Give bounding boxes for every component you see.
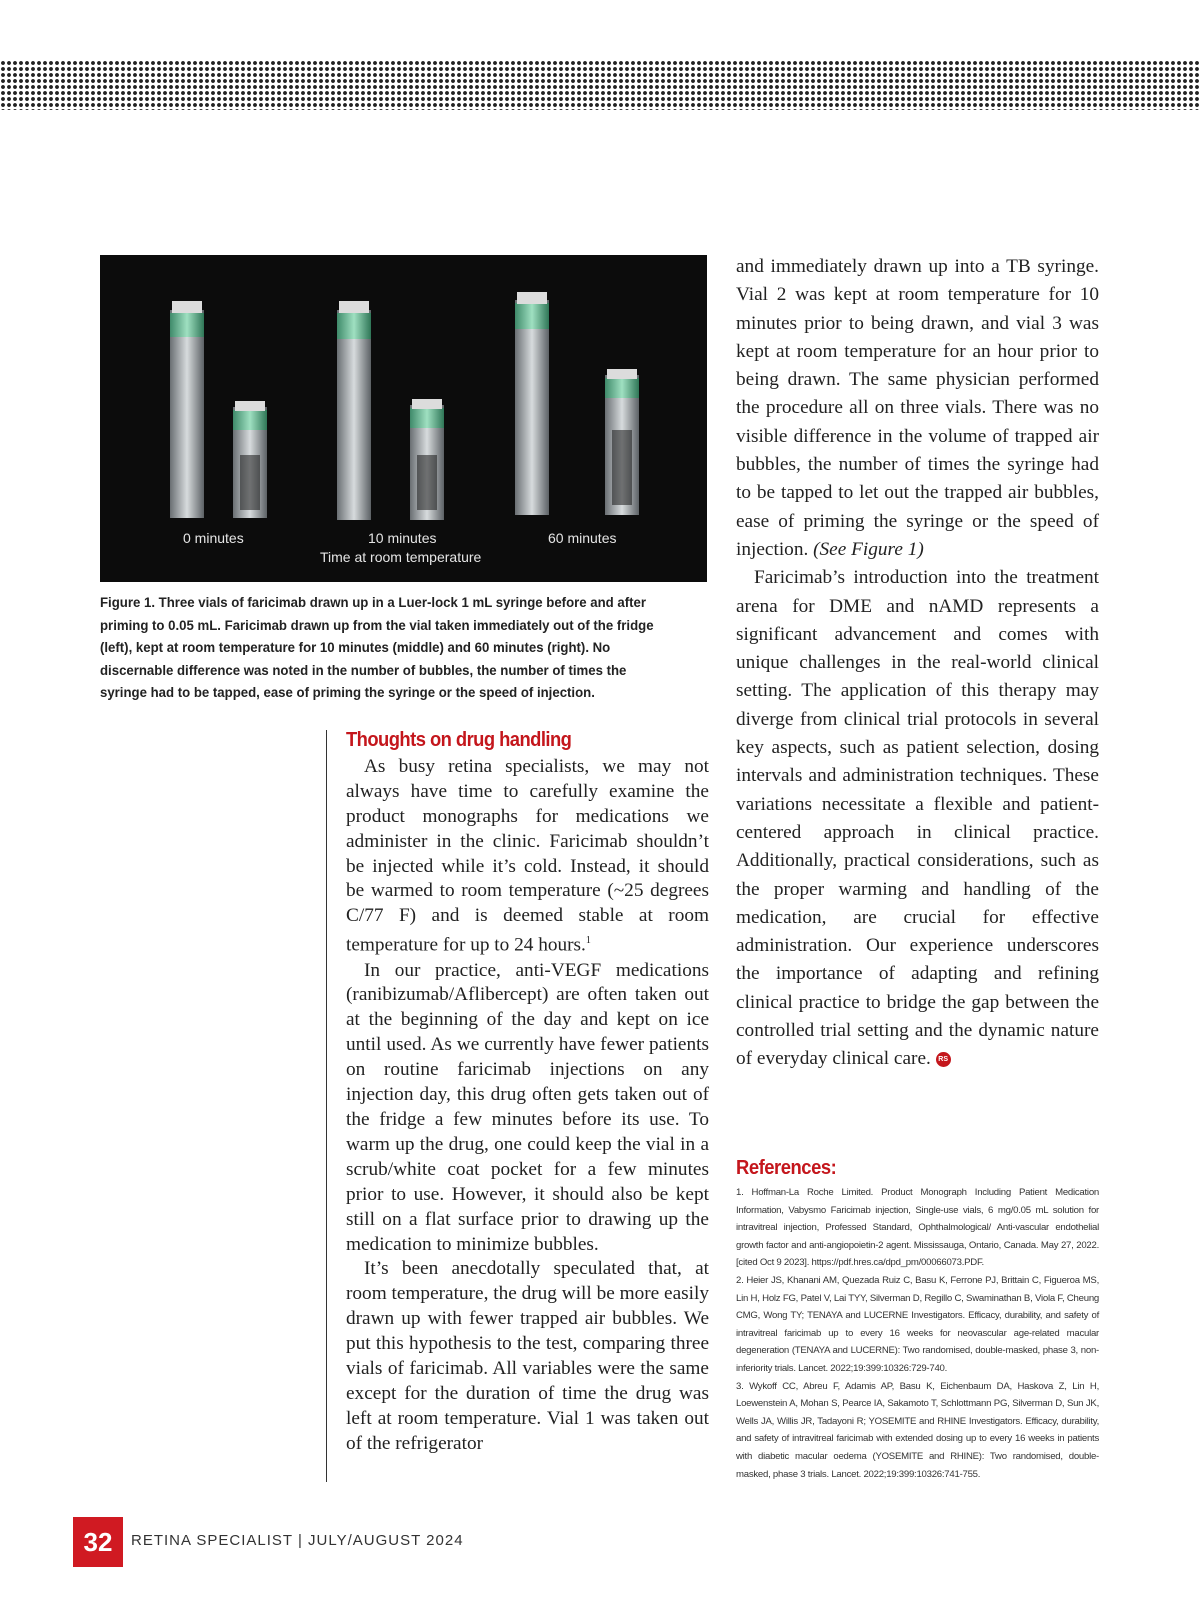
figure-label-0min: 0 minutes <box>183 530 244 546</box>
paragraph: and immediately drawn up into a TB syringe. Vial 2 was kept at room temperature for 10 minutes prior to being drawn, and vial 3 was kept at room temperature for an hour prior to being drawn. The same physician performed the procedure all on three vials. There was no visible difference in the volume of trapped air bubbles, the number of times the syringe had to be tapped to let out the trapped air bubbles, ease of priming the syringe or the speed of injection. (See Figure 1) <box>736 256 1099 560</box>
figure-caption: Figure 1. Three vials of faricimab drawn up in a Luer-lock 1 mL syringe before and after priming to 0.05 mL. Faricimab drawn up from the vial taken immediately out of the fridge (left), kept at room temperature for 10 minutes (middle) and 60 minutes (right). No discernable difference was noted in the number of bubbles, the number of times the syringe had to be tapped, ease of priming the syringe or the speed of injection. <box>100 595 654 701</box>
article-column-1 <box>346 728 709 1457</box>
article-column-2 <box>736 253 1099 1074</box>
footer-publication: RETINA SPECIALIST | JULY/AUGUST 2024 <box>131 1532 464 1549</box>
paragraph: Faricimab’s introduction into the treatment arena for DME and nAMD represents a significant advancement and comes with unique challenges in the real-world clinical setting. The application of this therapy may diverge from clinical trial protocols in several key aspects, such as patient selection, dosing intervals and administration techniques. These variations necessitate a flexible and patient-centered approach in clinical practice. Additionally, practical considerations, such as the proper warming and handling of the medication, are crucial for effective administration. Our experience underscores the importance of adapting and refining clinical practice to bridge the gap between the controlled trial setting and the dynamic nature of everyday clinical care. RS <box>736 567 1099 1070</box>
dotted-header-band <box>0 60 1200 110</box>
syringe-group-0min <box>170 301 267 518</box>
footnote-marker: 1 <box>585 935 591 947</box>
syringe-group-60min <box>515 292 639 515</box>
references-section <box>736 1157 1099 1483</box>
reference-item: 1. Hoffman-La Roche Limited. Product Monograph Including Patient Medication Information, Vabysmo Faricimab injection, Single-use vials, 6 mg/0.05 mL solution for intravitreal injection, Professed Standard, Ophthalmological/ Anti-vascular endothelial growth factor and anti-angiopoietin-2 agent. Mississauga, Ontario, Canada. May 27, 2022. [cited Oct 9 2023]. https://pdf.hres.ca/dpd_pm/00066073.PDF. <box>736 1187 1099 1269</box>
figure-1-photo <box>100 255 707 582</box>
rs-end-mark-icon: RS <box>936 1052 951 1067</box>
paragraph: It’s been anecdotally speculated that, at room temperature, the drug will be more easily drawn up with fewer trapped air bubbles. We put this hypothesis to the test, comparing three vials of faricimab. All variables were the same except for the duration of time the drug was left at room temperature. Vial 1 was taken out of the refrigerator <box>346 1258 710 1454</box>
reference-item: 2. Heier JS, Khanani AM, Quezada Ruiz C, Basu K, Ferrone PJ, Brittain C, Figueroa MS, Lin H, Holz FG, Patel V, Lai TYY, Silverman D, Regillo C, Swaminathan B, Viola F, Cheung CMG, Wong TY; TENAYA and LUCERNE Investigators. Efficacy, durability, and safety of intravitreal faricimab up to every 16 weeks for neovascular age-related macular degeneration (TENAYA and LUCERNE): Two randomised, double-masked, phase 3, non-inferiority trials. Lancet. 2022;19:399:10326:729-740. <box>736 1274 1099 1374</box>
references-heading: References: <box>736 1157 837 1179</box>
syringe-group-10min <box>337 301 444 520</box>
figure-label-60min: 60 minutes <box>548 530 617 546</box>
column-divider <box>326 730 327 1482</box>
paragraph: As busy retina specialists, we may not always have time to carefully examine the product monographs for medications we administer in the clinic. Faricimab shouldn’t be injected while it’s cold. Instead, it should be warmed to room temperature (~25 degrees C/77 F) and is deemed stable at room temperature for up to 24 hours.$^1$ <box>346 755 709 956</box>
section-heading: Thoughts on drug handling <box>346 729 572 751</box>
figure-reference: (See Figure 1) <box>813 538 924 560</box>
figure-label-10min: 10 minutes <box>368 530 437 546</box>
reference-item: 3. Wykoff CC, Abreu F, Adamis AP, Basu K, Eichenbaum DA, Haskova Z, Lin H, Loewenstein A, Mohan S, Pearce IA, Sakamoto T, Schlottmann PG, Silverman D, Sun JK, Wells JA, Willis JR, Tadayoni R; YOSEMITE and RHINE Investigators. Efficacy, durability, and safety of intravitreal faricimab with extended dosing up to every 16 weeks in patients with diabetic macular oedema (YOSEMITE and RHINE): Two randomised, double-masked, phase 3 trials. Lancet. 2022;19:399:10326:741-755. <box>736 1380 1099 1480</box>
figure-label-axis: Time at room temperature <box>320 549 482 565</box>
paragraph: In our practice, anti-VEGF medications (ranibizumab/Aflibercept) are often taken out at the beginning of the day and kept on ice until used. As we currently have fewer patients on routine faricimab injections on any injection day, this drug often gets taken out of the fridge a few minutes before its use. To warm up the drug, one could keep the vial in a scrub/white coat pocket for a few minutes prior to use. However, it should also be kept still on a flat surface prior to drawing up the medication to minimize bubbles. <box>346 959 709 1255</box>
page-number: 32 <box>73 1517 123 1567</box>
